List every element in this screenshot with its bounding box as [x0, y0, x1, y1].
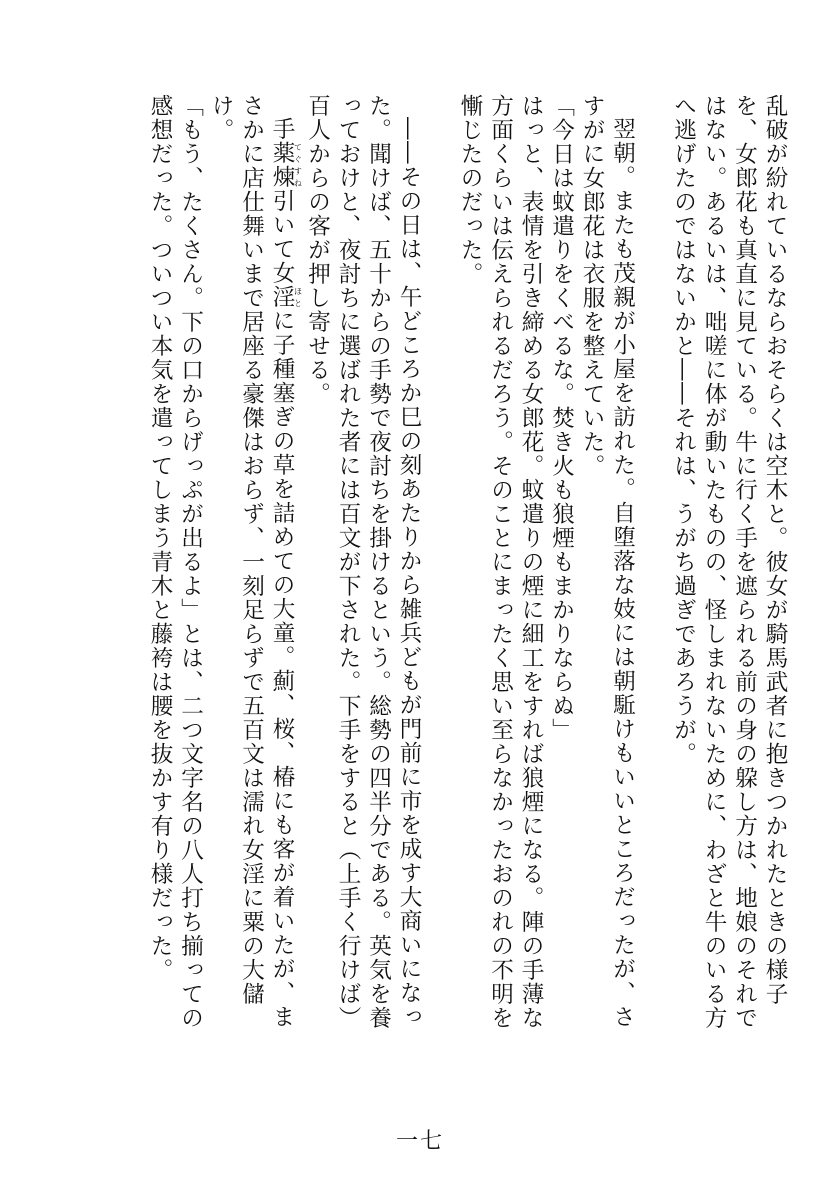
ruby-tegusune	[269, 140, 303, 189]
ruby-hoto	[269, 284, 303, 309]
paragraph-2: 翌朝。またも茂親が小屋を訪れた。自堕落な妓には朝駈けもいいところだったが、さすがに女郎花は衣服を整えていた。	[579, 94, 636, 1029]
ruby-base-2: 淫	[269, 284, 295, 309]
ruby-text-2: ほと	[293, 284, 303, 309]
ruby-base-1: 薬煉	[269, 140, 295, 189]
ruby-text-1: てぐすね	[293, 140, 303, 189]
page-number: 一七	[395, 1129, 444, 1154]
paragraph-1: 乱破が紛れているならおそらくは空木と。彼女が騎馬武者に抱きつかれたときの様子を、女郎花も真直に見ている。牛に行く手を遮られる前の身の躱し方は、地娘のそれではない。あるいは、咄嗟に体が動いたものの、怪しまれないために、わざと牛のいる方へ逃げたのではないかと――それは、うがち過ぎであろうが。	[670, 94, 788, 1030]
paragraph-4: ――その日は、午どころか巳の刻あたりから雑兵どもが門前に市を成す大商いになった。聞けば、五十からの手勢で夜討ちを掛けるという。総勢の四半分である。英気を養っておけと、夜討ちに選ばれた者には百文が下された。下手をすると（上手く行けば）百人からの客が押し寄せる。	[304, 94, 422, 1030]
paragraph-3: はっと、表情を引き締める女郎花。蚊遣りの煙に細工をすれば狼煙になる。陣の手薄な方面くらいは伝えられるだろう。そのことにまったく思い至らなかったおのれの不明を慚じたのだった。	[457, 94, 544, 1030]
dialogue-1: 「今日は蚊遣りをくべるな。焚き火も狼煙もまかりならぬ」	[548, 94, 575, 742]
paragraph-5-post: に子種塞ぎの草を詰めての大童。薊、桜、椿にも客が着いたが、まさかに店仕舞いまで居座る豪傑はおらず、一刻足らずで五百文は濡れ女淫に粟の大儲け。	[208, 94, 295, 1029]
blank-line-2	[424, 94, 455, 1034]
paragraph-5	[206, 94, 303, 1034]
dialogue-2: 「もう、たくさん。下の口からげっぷが出るよ」とは、二つ文字名の八人打ち揃っての感想だった。ついつい本気を遣ってしまう青木と藤袴は腰を抜かす有り様だった。	[147, 94, 204, 1030]
paragraph-5-mid: 引いて女	[269, 188, 295, 285]
blank-line-1	[638, 94, 669, 1034]
paragraph-5-pre: 手	[269, 116, 295, 141]
vertical-text-body	[50, 94, 790, 1034]
